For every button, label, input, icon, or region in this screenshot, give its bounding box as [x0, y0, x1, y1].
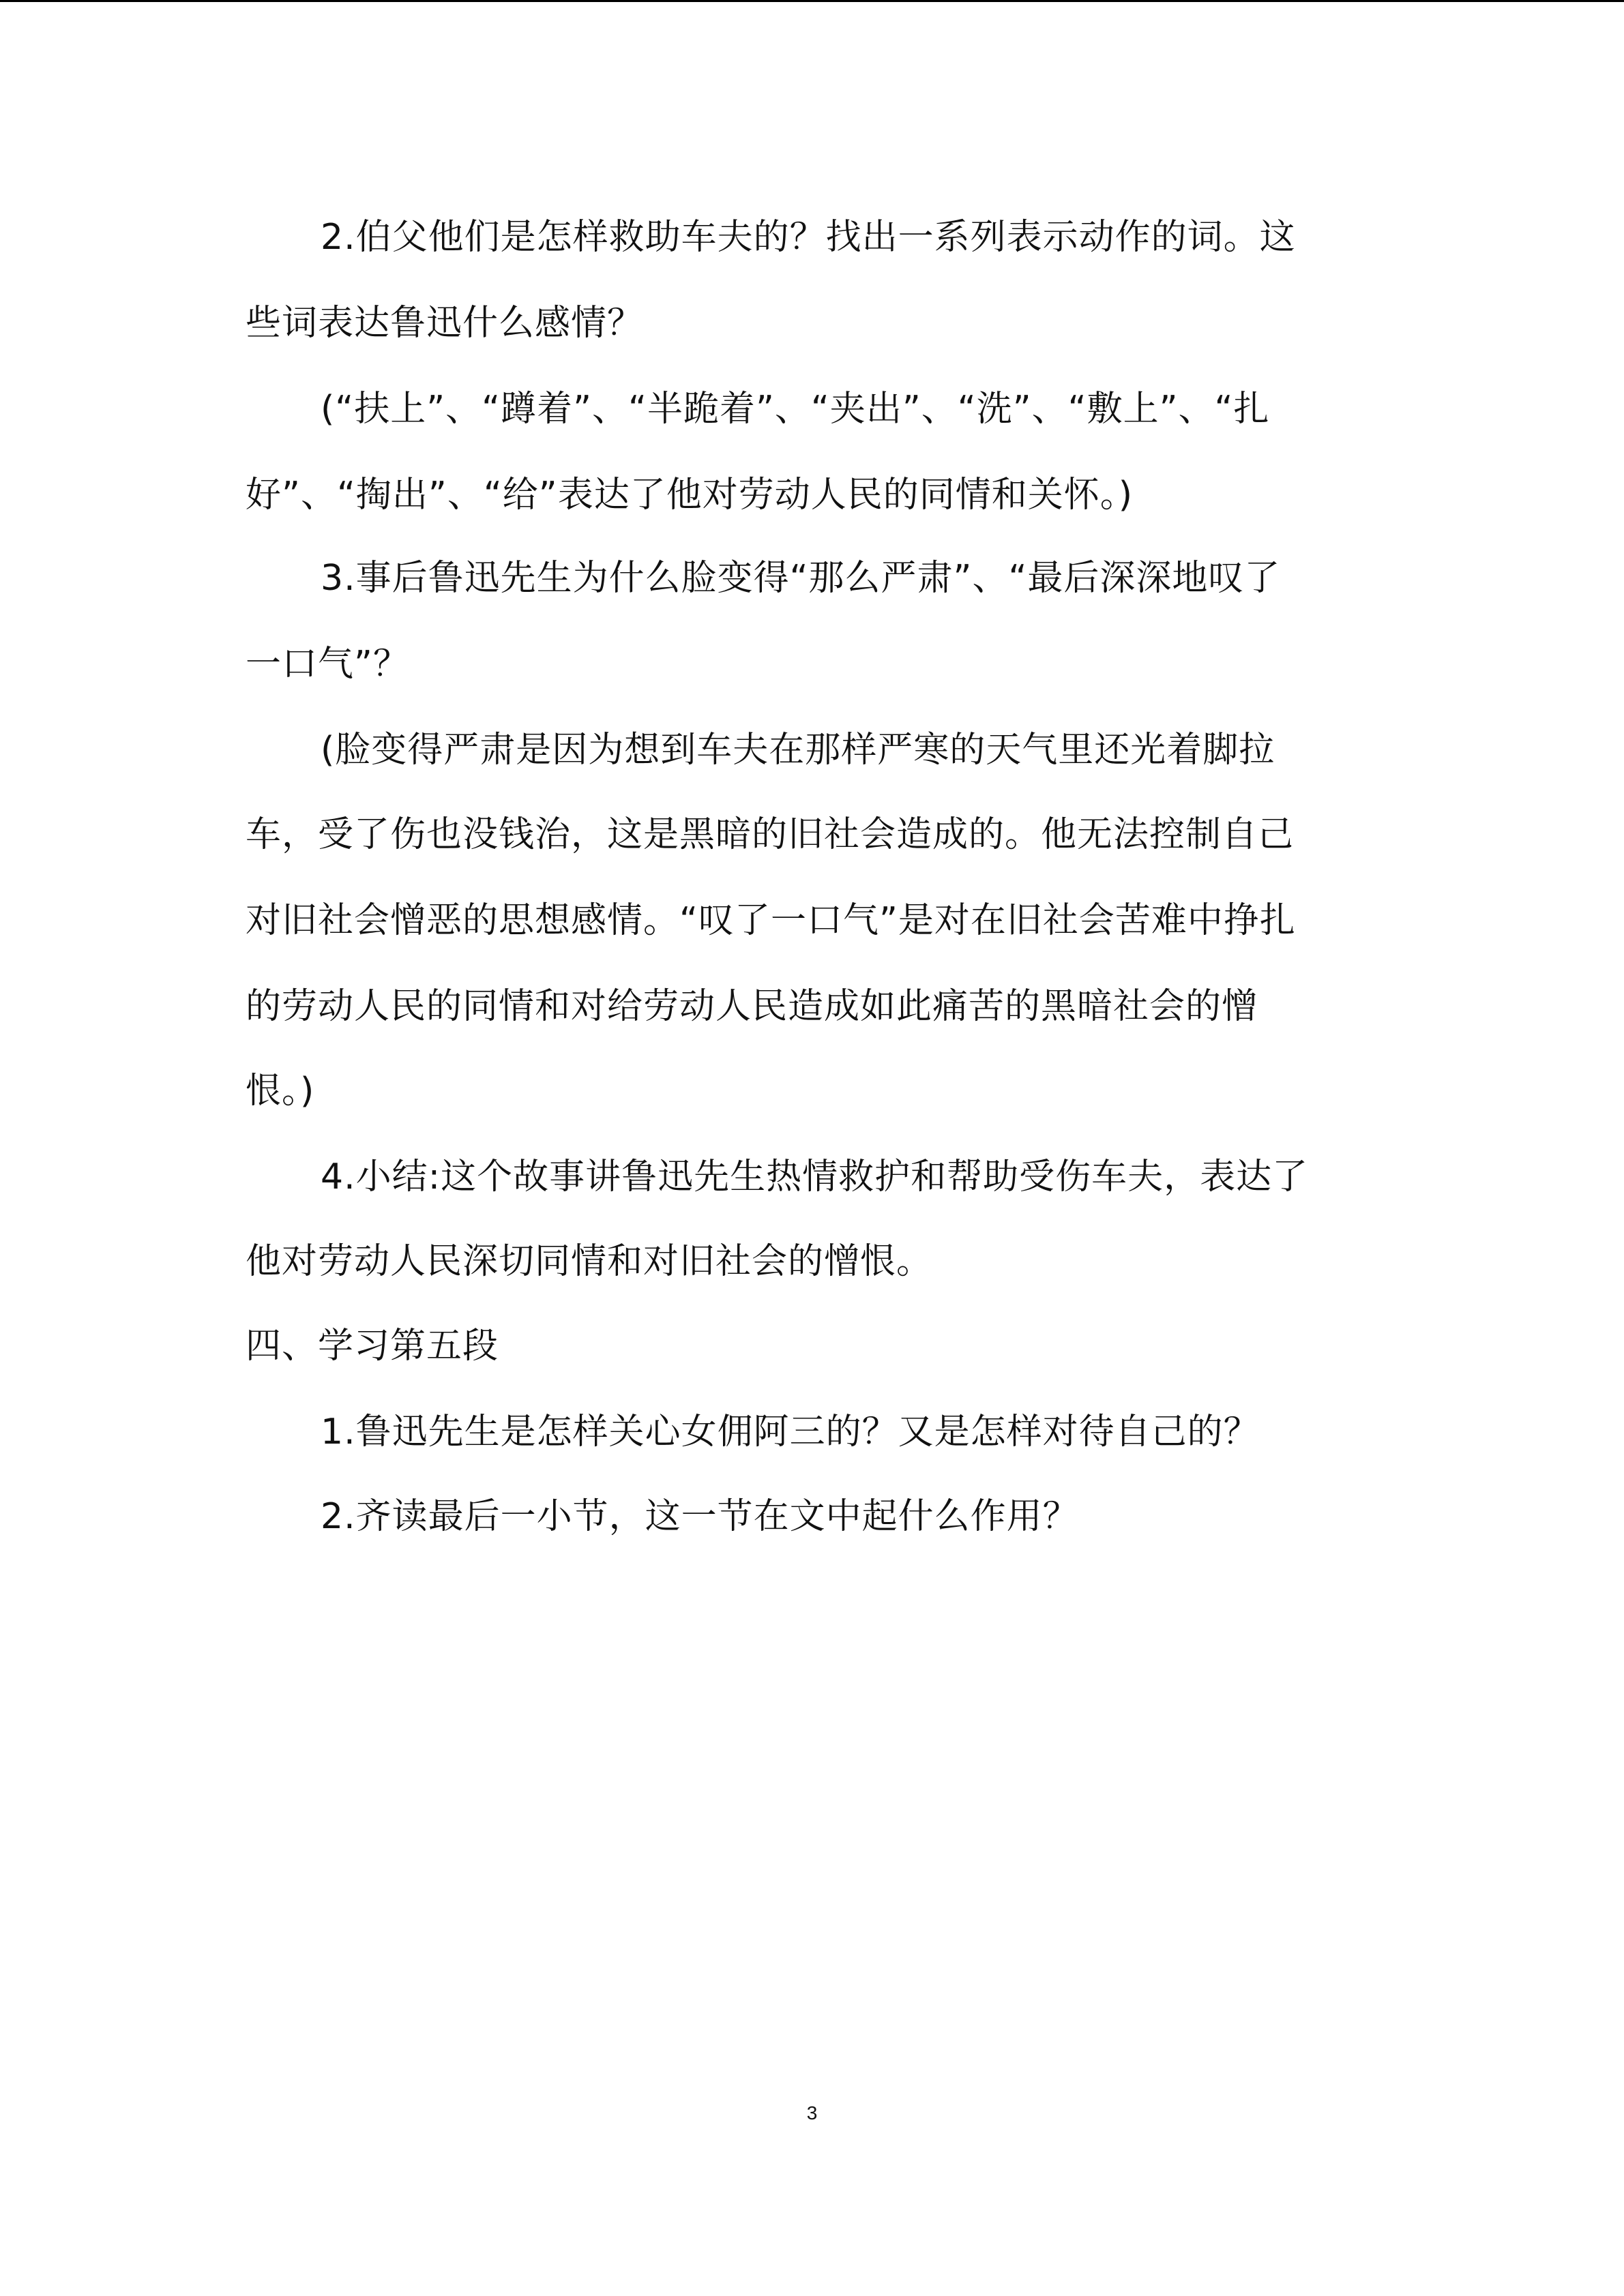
section-heading: 四、学习第五段: [246, 1326, 499, 1367]
answer-3-line-5: 恨。): [246, 1071, 315, 1112]
question-2-line-2: 些词表达鲁迅什么感情？: [246, 303, 644, 344]
answer-3-line-2: 车，受了伤也没钱治，这是黑暗的旧社会造成的。他无法控制自己: [246, 814, 1295, 855]
answer-3-line-4: 的劳动人民的同情和对给劳动人民造成如此痛苦的黑暗社会的憎: [246, 986, 1258, 1027]
summary-line-1: 4.小结:这个故事讲鲁迅先生热情救护和帮助受伤车夫，表达了: [321, 1157, 1309, 1197]
section-question-2: 2.齐读最后一小节，这一节在文中起什么作用？: [321, 1496, 1079, 1537]
answer-3-line-3: 对旧社会憎恶的思想感情。“叹了一口气”是对在旧社会苦难中挣扎: [246, 900, 1296, 941]
page-number: 3: [806, 2102, 818, 2123]
summary-line-2: 他对劳动人民深切同情和对旧社会的憎恨。: [246, 1241, 933, 1282]
answer-3-line-1: (脸变得严肃是因为想到车夫在那样严寒的天气里还光着脚拉: [321, 730, 1275, 771]
section-question-1: 1.鲁迅先生是怎样关心女佣阿三的？又是怎样对待自己的？: [321, 1412, 1260, 1452]
top-border-line: [0, 0, 1624, 2]
question-3-line-1: 3.事后鲁迅先生为什么脸变得“那么严肃”、“最后深深地叹了: [321, 558, 1281, 599]
question-2-line-1: 2.伯父他们是怎样救助车夫的？找出一系列表示动作的词。这: [321, 217, 1296, 258]
answer-2-line-1: (“扶上”、“蹲着”、“半跪着”、“夹出”、“洗”、“敷上”、“扎: [321, 389, 1270, 430]
answer-2-line-2: 好”、“掏出”、“给”表达了他对劳动人民的同情和关怀。): [246, 475, 1133, 516]
question-3-line-2: 一口气”？: [246, 644, 409, 685]
